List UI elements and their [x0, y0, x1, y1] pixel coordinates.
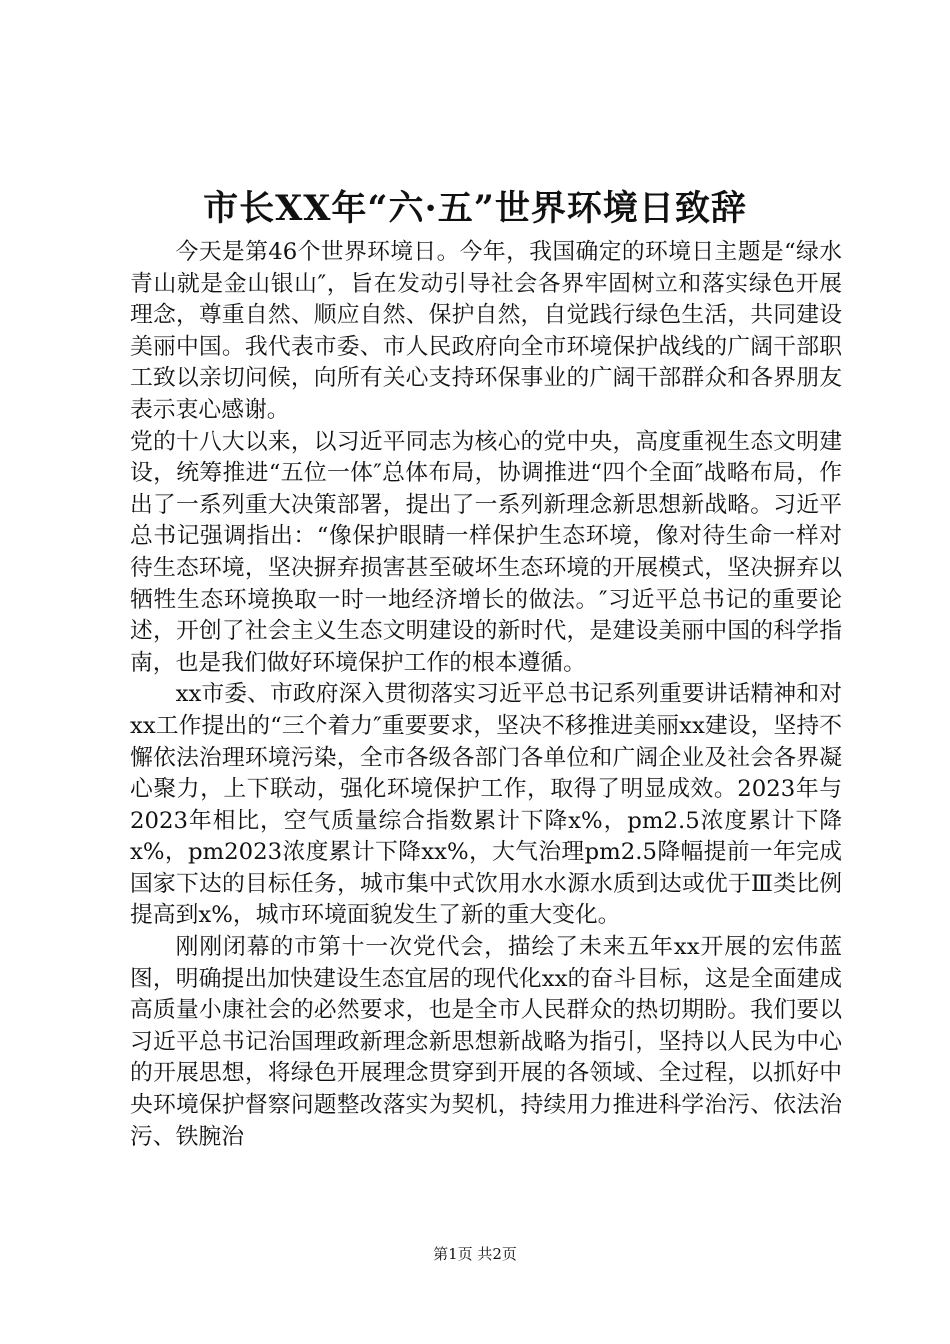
document-title: 市长XX年“六·五”世界环境日致辞	[203, 188, 747, 229]
page-number-footer: 第1页 共2页	[433, 1245, 517, 1263]
paragraph-4: 刚刚闭幕的市第十一次党代会，描绘了未来五年xx开展的宏伟蓝图，明确提出加快建设生态宜居的现代化xx的奋斗目标，这是全面建成高质量小康社会的必然要求，也是全市人民群众的热切期盼。我们要以习近平总书记治国理政新理念新思想新战略为指引，坚持以人民为中心的开展思想，将绿色开展理念贯穿到开展的各领域、全过程，以抓好中央环境保护督察问题整改落实为契机，持续用力推进科学治污、依法治污、铁腕治	[130, 934, 842, 1150]
document-body	[130, 237, 842, 1153]
paragraph-3: xx市委、市政府深入贯彻落实习近平总书记系列重要讲话精神和对xx工作提出的“三个着力″重要要求，坚决不移推进美丽xx建设，坚持不懈依法治理环境污染，全市各级各部门各单位和广阔企业及社会各界凝心聚力，上下联动，强化环境保护工作，取得了明显成效。2023年与2023年相比，空气质量综合指数累计下降x%，pm2.5浓度累计下降x%，pm2023浓度累计下降xx%，大气治理pm2.5降幅提前一年完成国家下达的目标任务，城市集中式饮用水水源水质到达或优于Ⅲ类比例提高到x%，城市环境面貌发生了新的重大变化。	[130, 681, 842, 929]
paragraph-1: 今天是第46个世界环境日。今年，我国确定的环境日主题是“绿水青山就是金山银山″，旨在发动引导社会各界牢固树立和落实绿色开展理念，尊重自然、顺应自然、保护自然，自觉践行绿色生活，共同建设美丽中国。我代表市委、市人民政府向全市环境保护战线的广阔干部职工致以亲切问候，向所有关心支持环保事业的广阔干部群众和各界朋友表示衷心感谢。	[130, 239, 842, 423]
paragraph-2: 党的十八大以来，以习近平同志为核心的党中央，高度重视生态文明建设，统筹推进“五位一体″总体布局，协调推进“四个全面″战略布局，作出了一系列重大决策部署，提出了一系列新理念新思想新战略。习近平总书记强调指出：“像保护眼睛一样保护生态环境，像对待生命一样对待生态环境，坚决摒弃损害甚至破坏生态环境的开展模式，坚决摒弃以牺牲生态环境换取一时一地经济增长的做法。″习近平总书记的重要论述，开创了社会主义生态文明建设的新时代，是建设美丽中国的科学指南，也是我们做好环境保护工作的根本遵循。	[130, 428, 842, 676]
